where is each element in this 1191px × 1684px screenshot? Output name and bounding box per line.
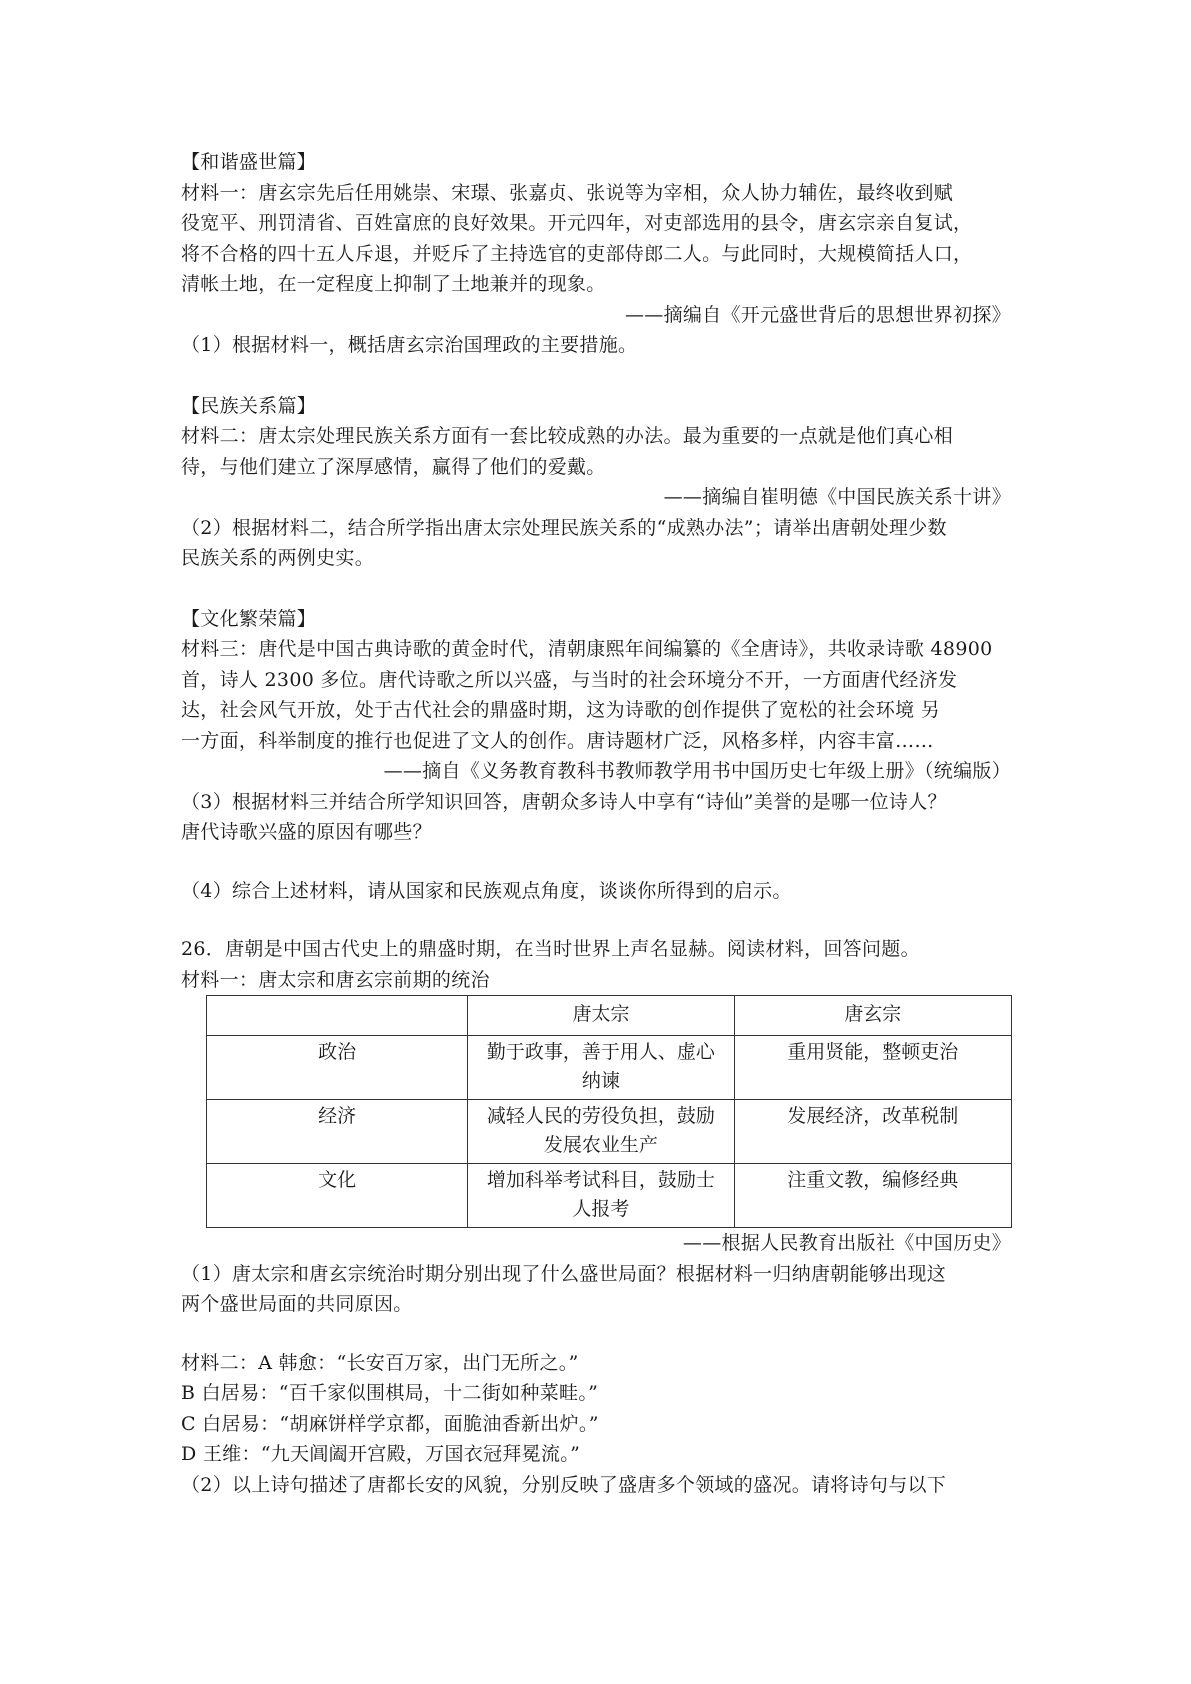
- question-3-line: （3）根据材料三并结合所学知识回答，唐朝众多诗人中享有“诗仙”美誉的是哪一位诗人？: [181, 790, 947, 813]
- q26-material2-line: C 白居易：“胡麻饼样学京都，面脆油香新出炉。”: [181, 1412, 599, 1435]
- table-cell-xuanzong: 重用贤能，整顿吏治: [734, 1036, 1011, 1100]
- q26-question-1-line: 两个盛世局面的共同原因。: [181, 1293, 413, 1315]
- table-row: [207, 1100, 1012, 1164]
- table-header-cell: 唐太宗: [468, 996, 734, 1036]
- question-4: （4）综合上述材料，请从国家和民族观点角度，谈谈你所得到的启示。: [181, 879, 792, 902]
- material2-line: 待，与他们建立了深厚感情，赢得了他们的爱戴。: [181, 455, 606, 478]
- material1-source: ——摘编自《开元盛世背后的思想世界初探》: [624, 303, 1011, 326]
- question-1: （1）根据材料一，概括唐玄宗治国理政的主要措施。: [181, 334, 638, 356]
- q26-question-2: （2）以上诗句描述了唐都长安的风貌，分别反映了盛唐多个领域的盛况。请将诗句与以下: [181, 1473, 947, 1496]
- material1-line: 材料一：唐玄宗先后任用姚崇、宋璟、张嘉贞、张说等为宰相，众人协力辅佐，最终收到赋: [181, 181, 954, 204]
- material3-line: 材料三：唐代是中国古典诗歌的黄金时代，清朝康熙年间编纂的《全唐诗》，共收录诗歌 48900: [181, 638, 993, 660]
- material3-line: 首，诗人 2300 多位。唐代诗歌之所以兴盛，与当时的社会环境分不开，一方面唐代经济发: [181, 668, 958, 691]
- section-heading-ethnic: 【民族关系篇】: [181, 394, 317, 417]
- exam-page: [181, 147, 1011, 1500]
- material1-line: 役宽平、刑罚清省、百姓富庶的良好效果。开元四年，对吏部选用的县令，唐玄宗亲自复试，: [181, 212, 973, 234]
- section-heading-culture: 【文化繁荣篇】: [181, 607, 317, 630]
- cell-line: 勤于政事，善于用人、虚心: [486, 1041, 715, 1063]
- table-row: [207, 1036, 1012, 1100]
- cell-line: 发展农业生产: [543, 1134, 658, 1156]
- section-heading-harmony: 【和谐盛世篇】: [181, 151, 317, 173]
- material1-line: 将不合格的四十五人斥退，并贬斥了主持选官的吏部侍郎二人。与此同时，大规模简括人口，: [181, 242, 973, 265]
- question-26-stem: 26．唐朝是中国古代史上的鼎盛时期，在当时世界上声名显赫。阅读材料，回答问题。: [181, 938, 920, 960]
- table-header-cell: [207, 996, 468, 1036]
- table-cell-taizong: [468, 1036, 734, 1100]
- table-cell-category: 文化: [207, 1164, 468, 1228]
- material3-source: ——摘自《义务教育教科书教师教学用书中国历史七年级上册》（统编版）: [383, 760, 1011, 782]
- material2-line: 材料二：唐太宗处理民族关系方面有一套比较成熟的办法。最为重要的一点就是他们真心相: [181, 425, 954, 447]
- table-cell-taizong: [468, 1164, 734, 1228]
- table-cell-category: 经济: [207, 1100, 468, 1164]
- q26-question-1-line: （1）唐太宗和唐玄宗统治时期分别出现了什么盛世局面？根据材料一归纳唐朝能够出现这: [181, 1262, 947, 1285]
- table-cell-category: 政治: [207, 1036, 468, 1100]
- table-cell-taizong: [468, 1100, 734, 1164]
- question-2-line: （2）根据材料二，结合所学指出唐太宗处理民族关系的“成熟办法”；请举出唐朝处理少数: [181, 516, 947, 539]
- cell-line: 减轻人民的劳役负担，鼓励: [486, 1105, 715, 1127]
- q26-material2-line: 材料二：A 韩愈：“长安百万家，出门无所之。”: [181, 1351, 579, 1374]
- table-cell-xuanzong: 注重文教，编修经典: [734, 1164, 1011, 1228]
- material3-line: 达，社会风气开放，处于古代社会的鼎盛时期，这为诗歌的创作提供了宽松的社会环境 另: [181, 699, 941, 721]
- question-3-line: 唐代诗歌兴盛的原因有哪些？: [181, 821, 432, 843]
- table-header-cell: 唐玄宗: [734, 996, 1011, 1036]
- table-row: [207, 1164, 1012, 1228]
- q26-material2-line: B 白居易：“百千家似围棋局，十二街如种菜畦。”: [181, 1382, 599, 1404]
- cell-line: 增加科举考试科目，鼓励士: [486, 1169, 715, 1191]
- cell-line: 人报考: [572, 1198, 630, 1220]
- table-cell-xuanzong: 发展经济，改革税制: [734, 1100, 1011, 1164]
- rulers-comparison-table: [206, 995, 1012, 1228]
- q26-material1-title: 材料一：唐太宗和唐玄宗前期的统治: [181, 968, 490, 991]
- q26-material2-line: D 王维：“九天阊阖开宫殿，万国衣冠拜冕流。”: [181, 1443, 581, 1465]
- material3-line: 一方面，科举制度的推行也促进了文人的创作。唐诗题材广泛，风格多样，内容丰富……: [181, 729, 934, 752]
- question-2-line: 民族关系的两例史实。: [181, 547, 375, 569]
- table-source: ——根据人民教育出版社《中国历史》: [682, 1232, 1011, 1254]
- table-header-row: [207, 996, 1012, 1036]
- cell-line: 纳谏: [581, 1070, 620, 1092]
- material1-line: 清帐土地，在一定程度上抑制了土地兼并的现象。: [181, 273, 606, 295]
- material2-source: ——摘编自崔明德《中国民族关系十讲》: [663, 486, 1011, 508]
